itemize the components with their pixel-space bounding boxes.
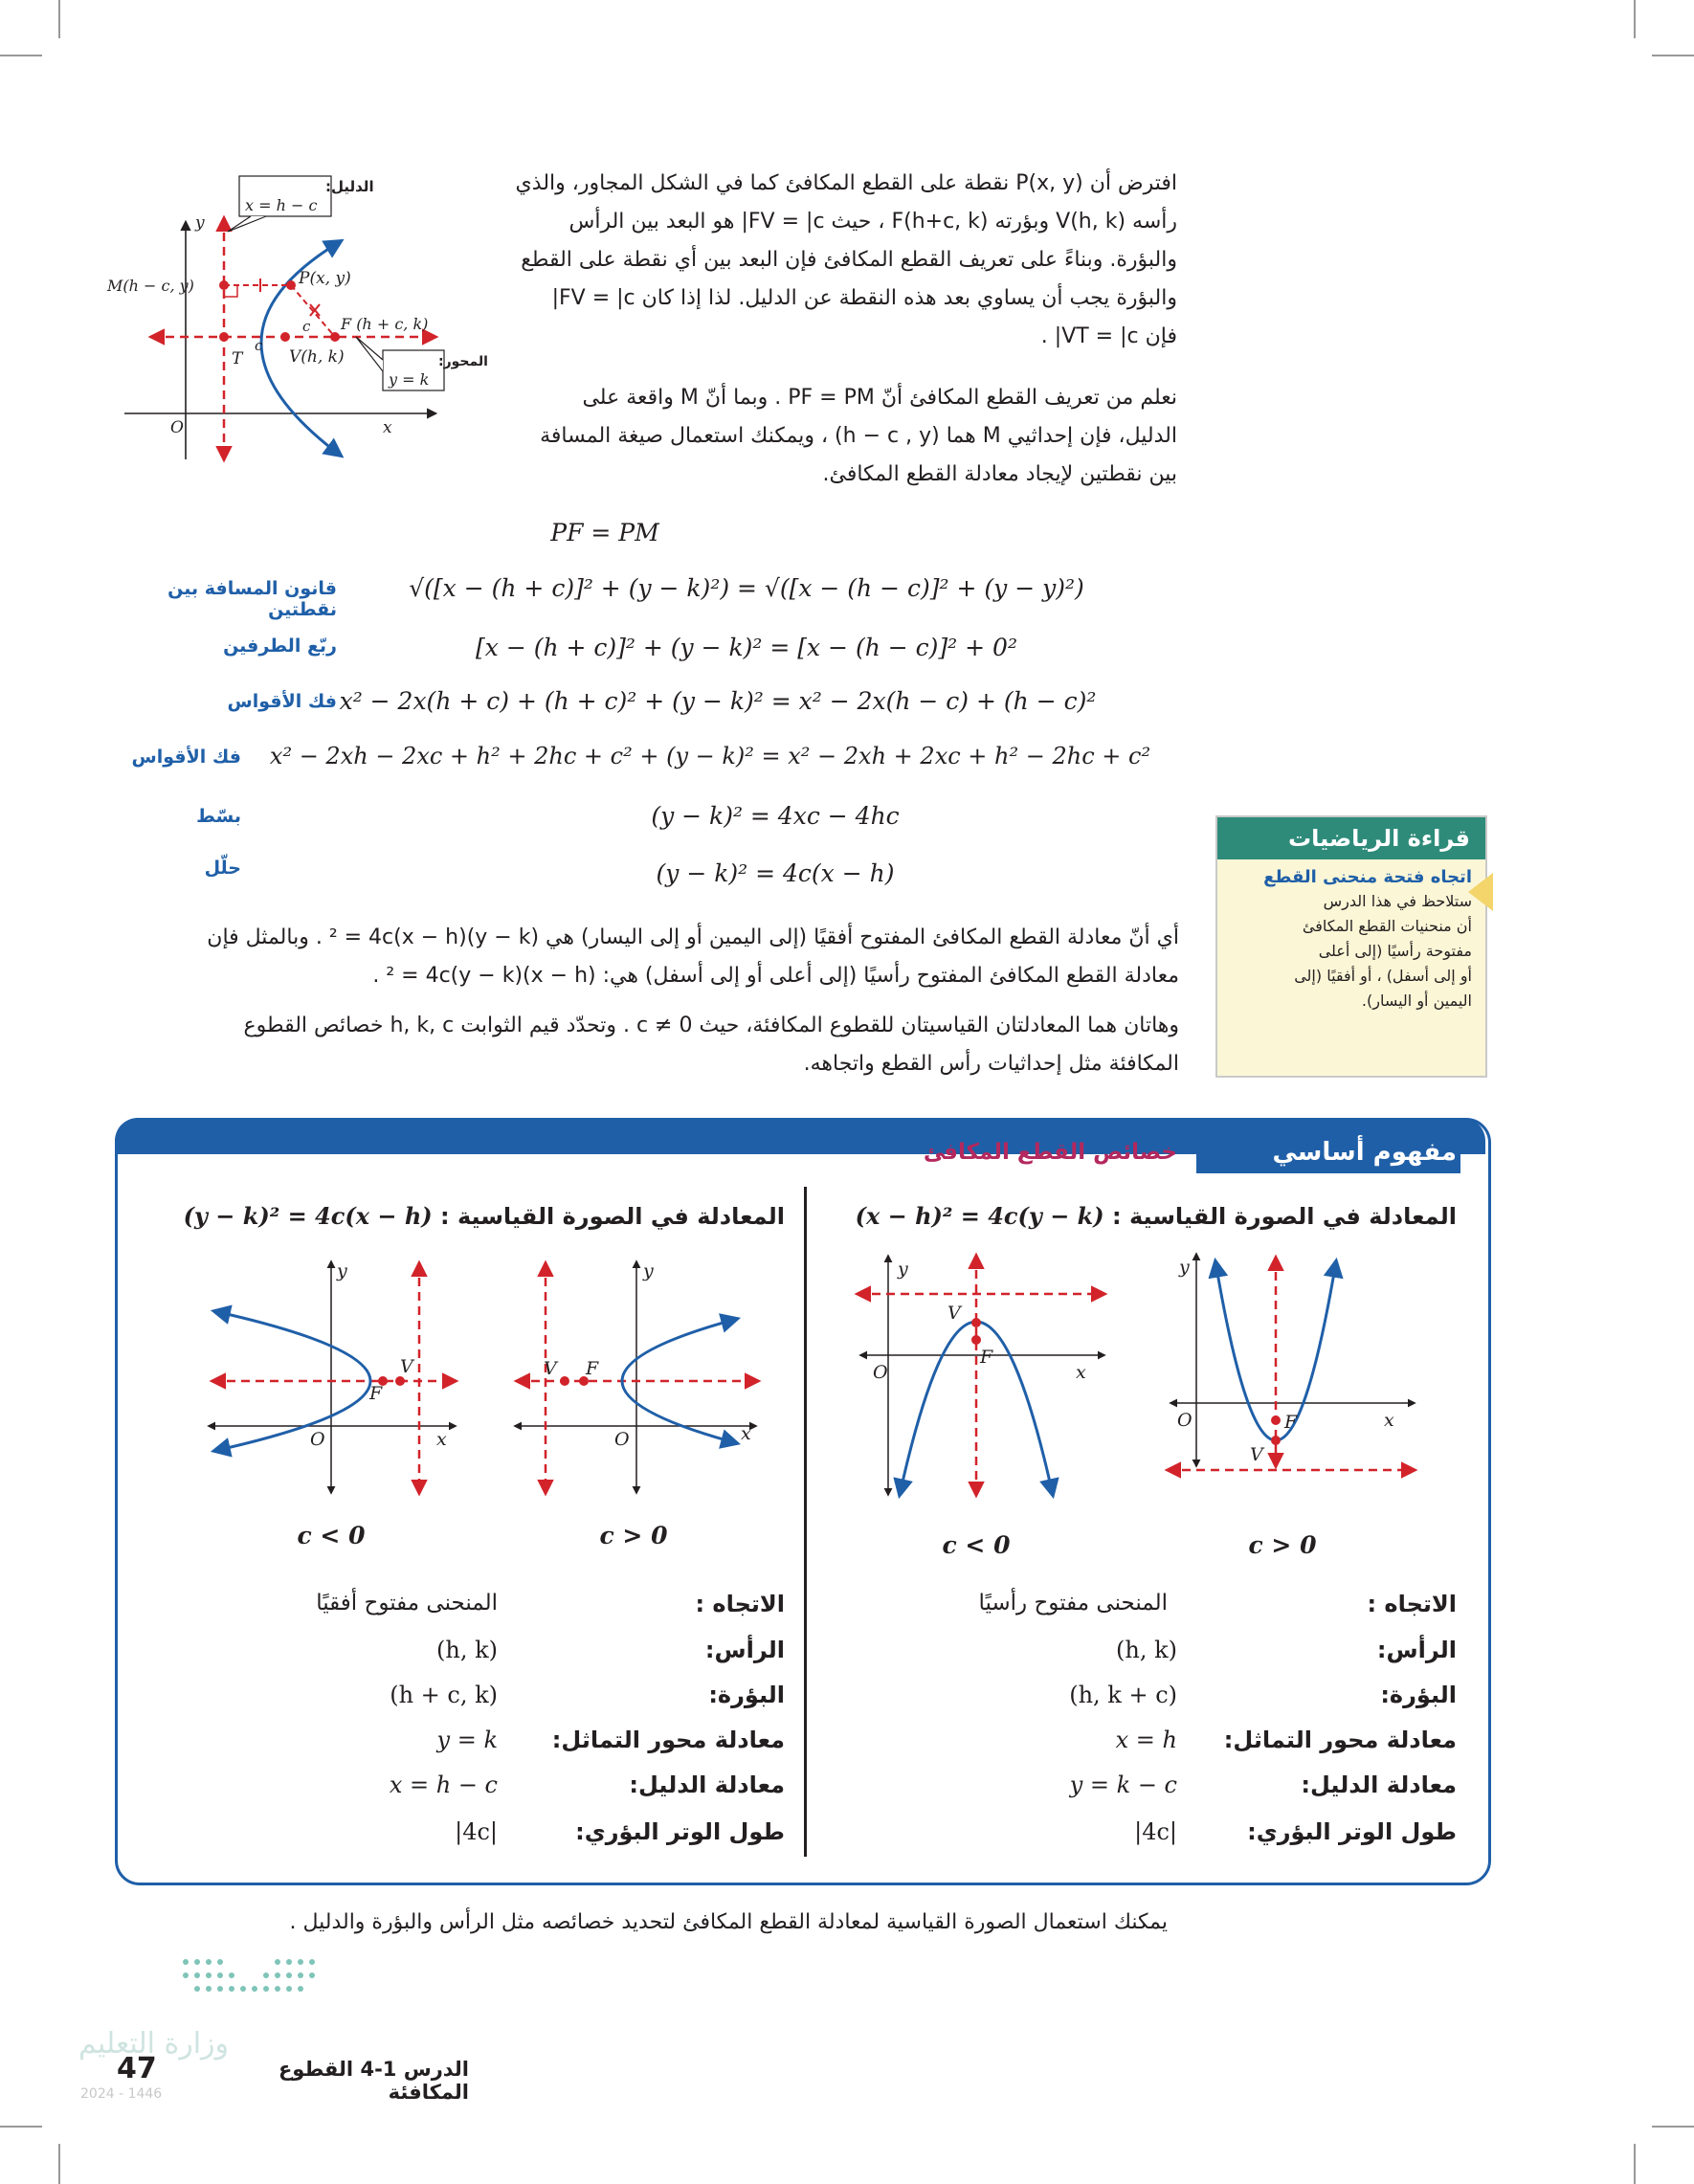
label-x: x bbox=[383, 418, 392, 437]
left-prop-label: طول الوتر البؤري: bbox=[575, 1818, 785, 1845]
page-number: 47 bbox=[117, 2052, 157, 2085]
intro-paragraph-2 bbox=[459, 379, 1177, 494]
left-prop-value: x = h − c bbox=[389, 1772, 498, 1798]
axis-eq: y = k bbox=[389, 370, 430, 389]
label-x: x bbox=[741, 1423, 751, 1444]
reading-math-box bbox=[1215, 815, 1487, 1078]
parabola-definition-figure bbox=[105, 163, 488, 479]
intro-line: والبؤرة. وبناءً على تعريف القطع المكافئ فإن البعد بين أي نقطة على القطع bbox=[521, 248, 1177, 272]
summary-line: أي أنّ معادلة القطع المكافئ المفتوح أفقيًا (إلى اليمين أو إلى اليسار) هي (y − k)² = 4c(x − h) . وبالمثل فإن bbox=[207, 925, 1179, 949]
intro-paragraph-1 bbox=[459, 165, 1177, 356]
left-prop-label: البؤرة: bbox=[708, 1682, 785, 1708]
label-x: x bbox=[1384, 1410, 1394, 1431]
derivation-note-3: فك الأقواس bbox=[227, 691, 337, 712]
point-p bbox=[286, 280, 296, 290]
reading-box-line: اليمين أو اليسار). bbox=[1361, 992, 1472, 1010]
label-v: V(h, k) bbox=[289, 347, 345, 367]
label-f: F bbox=[586, 1358, 599, 1379]
derivation-step-2: [x − (h + c)]² + (y − k)² = [x − (h − c)]² + 0² bbox=[476, 634, 1017, 661]
derivation-step-1: √([x − (h + c)]² + (y − k)²) = √([x − (h − c)]² + (y − y)²) bbox=[409, 574, 1084, 602]
label-o: O bbox=[1177, 1410, 1192, 1431]
watermark-name: وزارة التعليم bbox=[78, 2027, 230, 2061]
derivation-note-4: فك الأقواس bbox=[131, 747, 241, 768]
intro-line: افترض أن P(x, y) نقطة على القطع المكافئ كما في الشكل المجاور، والذي bbox=[515, 171, 1177, 195]
left-prop-value: المنحنى مفتوح أفقيًا bbox=[316, 1591, 498, 1616]
right-prop-value: (h, k) bbox=[1116, 1637, 1177, 1663]
reading-box-line: ستلاحظ في هذا الدرس bbox=[1323, 892, 1472, 910]
key-concept-divider bbox=[804, 1187, 807, 1857]
intro-line: والبؤرة يجب أن يساوي بعد هذه النقطة عن الدليل. لذا إذا كان FV = |c| bbox=[551, 286, 1177, 310]
reading-box-line: أو إلى أسفل) ، أو أفقيًا (إلى bbox=[1294, 967, 1472, 985]
reading-box-line: أن منحنيات القطع المكافئ bbox=[1302, 917, 1472, 935]
graph-label-vertical-down: c < 0 bbox=[942, 1531, 1011, 1559]
label-o: O bbox=[873, 1362, 888, 1383]
left-prop-value: y = k bbox=[436, 1727, 498, 1753]
right-equation: (x − h)² = 4c(y − k) bbox=[855, 1202, 1104, 1230]
right-prop-label: البؤرة: bbox=[1380, 1682, 1457, 1708]
left-standard-form bbox=[153, 1202, 785, 1230]
derivation-step-3: x² − 2x(h + c) + (h + c)² + (y − k)² = x² − 2x(h − c) + (h − c)² bbox=[339, 687, 1097, 715]
left-prop-label: معادلة محور التماثل: bbox=[551, 1727, 785, 1753]
intro-line: فإن VT = |c| . bbox=[1040, 324, 1177, 348]
ministry-logo bbox=[172, 1949, 345, 2025]
left-prop-label: الاتجاه : bbox=[695, 1591, 785, 1617]
label-v: V bbox=[544, 1358, 557, 1379]
point-t bbox=[219, 332, 229, 342]
right-prop-value: x = h bbox=[1115, 1727, 1177, 1753]
label-v: V bbox=[947, 1303, 961, 1324]
intro-line: نعلم من تعريف القطع المكافئ أنّ PF = PM . وبما أنّ M واقعة على bbox=[582, 386, 1177, 410]
reading-box-pointer bbox=[1468, 873, 1493, 911]
derivation-note-2: ربّع الطرفين bbox=[223, 635, 337, 657]
derivation-step-6: (y − k)² = 4c(x − h) bbox=[656, 859, 895, 887]
left-prop-label: الرأس: bbox=[704, 1637, 785, 1663]
label-y: y bbox=[643, 1260, 654, 1281]
right-prop-value: |4c| bbox=[1134, 1818, 1177, 1845]
label-x: x bbox=[436, 1429, 447, 1450]
label-f: F bbox=[369, 1383, 383, 1404]
label-f: F bbox=[1284, 1412, 1298, 1433]
right-prop-label: معادلة محور التماثل: bbox=[1223, 1727, 1457, 1753]
lesson-label: الدرس 1-4 bbox=[360, 2058, 469, 2081]
label-o: O bbox=[614, 1429, 630, 1450]
right-prop-label: معادلة الدليل: bbox=[1301, 1772, 1457, 1798]
intro-line: بين نقطتين لإيجاد معادلة القطع المكافئ. bbox=[822, 462, 1177, 486]
key-concept-tab: مفهوم أساسي bbox=[1196, 1131, 1460, 1173]
point-m bbox=[219, 280, 229, 290]
label-f: F bbox=[980, 1347, 993, 1368]
reading-box-body bbox=[1217, 889, 1485, 1014]
label-v: V bbox=[400, 1356, 413, 1377]
label-m: M(h − c, y) bbox=[107, 277, 194, 295]
right-prop-value: (h, k + c) bbox=[1069, 1682, 1177, 1708]
right-prop-label: طول الوتر البؤري: bbox=[1247, 1818, 1457, 1845]
left-prop-value: (h, k) bbox=[436, 1637, 498, 1663]
derivation-step-5: (y − k)² = 4xc − 4hc bbox=[651, 802, 900, 830]
right-prop-value: المنحنى مفتوح رأسيًا bbox=[978, 1591, 1168, 1616]
summary-line: المكافئة مثل إحداثيات رأس القطع واتجاهه. bbox=[803, 1052, 1179, 1076]
right-standard-form bbox=[823, 1202, 1457, 1230]
label-f: F (h + c, k) bbox=[341, 315, 429, 333]
lesson-footer bbox=[191, 2058, 469, 2104]
axis-title: المحور: bbox=[438, 354, 488, 369]
graph-label-horizontal-left: c < 0 bbox=[297, 1522, 366, 1549]
right-prop-value: y = k − c bbox=[1069, 1772, 1177, 1798]
label-o: O bbox=[310, 1429, 325, 1450]
right-prop-label: الاتجاه : bbox=[1367, 1591, 1457, 1617]
label-y: y bbox=[1179, 1257, 1190, 1278]
label-v: V bbox=[1250, 1444, 1263, 1465]
summary-line: معادلة القطع المكافئ المفتوح رأسيًا (إلى أعلى أو إلى أسفل) هي: (x − h)² = 4c(y − k) . bbox=[372, 964, 1179, 988]
graph-horizontal-left bbox=[201, 1254, 469, 1503]
label-y: y bbox=[337, 1260, 347, 1281]
label-o: O bbox=[170, 418, 184, 437]
label-x: x bbox=[1076, 1362, 1086, 1383]
directrix-eq: x = h − c bbox=[245, 196, 318, 214]
left-prop-label: معادلة الدليل: bbox=[629, 1772, 785, 1798]
point-v bbox=[280, 332, 290, 342]
graph-label-horizontal-right: c > 0 bbox=[599, 1522, 668, 1549]
label-p: P(x, y) bbox=[299, 269, 351, 288]
label-y: y bbox=[195, 213, 205, 233]
footer-note: يمكنك استعمال الصورة القياسية لمعادلة القطع المكافئ لتحديد خصائصه مثل الرأس والبؤرة والدليل . bbox=[289, 1910, 1168, 1934]
summary-paragraph-2 bbox=[172, 1007, 1179, 1083]
label-t: T bbox=[232, 349, 243, 368]
graph-vertical-down bbox=[846, 1244, 1124, 1512]
reading-box-subtitle: اتجاه فتحة منحنى القطع bbox=[1263, 867, 1472, 887]
left-equation: (y − k)² = 4c(x − h) bbox=[183, 1202, 433, 1230]
derivation-note-6: حلّل bbox=[204, 858, 241, 879]
left-heading: المعادلة في الصورة القياسية : bbox=[440, 1203, 785, 1230]
right-heading: المعادلة في الصورة القياسية : bbox=[1112, 1203, 1457, 1230]
reading-box-line: مفتوحة رأسيًا (إلى أعلى bbox=[1318, 942, 1472, 960]
graph-vertical-up bbox=[1156, 1244, 1434, 1474]
graph-label-vertical-up: c > 0 bbox=[1248, 1531, 1317, 1559]
graph-horizontal-right bbox=[507, 1254, 766, 1503]
watermark-year: 2024 - 1446 bbox=[80, 2086, 163, 2102]
derivation-step-4: x² − 2xh − 2xc + h² + 2hc + c² + (y − k)² = x² − 2xh + 2xc + h² − 2hc + c² bbox=[269, 743, 1151, 769]
label-y: y bbox=[898, 1259, 908, 1280]
directrix-title: الدليل: bbox=[325, 178, 374, 195]
label-c-1: c bbox=[302, 318, 311, 335]
summary-line: وهاتان هما المعادلتان القياسيتان للقطوع المكافئة، حيث c ≠ 0 . وتحدّد قيم الثوابت h, k, c خصائص القطوع bbox=[243, 1014, 1179, 1037]
derivation-note-5: بسّط bbox=[196, 806, 241, 827]
intro-line: رأسه V(h, k) وبؤرته F(h+c, k) ، حيث FV = |c| هو البعد بين الرأس bbox=[568, 210, 1177, 234]
left-prop-value: (h + c, k) bbox=[390, 1682, 498, 1708]
key-concept-title: خصائص القطع المكافئ bbox=[923, 1140, 1177, 1165]
derivation-step-0: PF = PM bbox=[550, 519, 659, 546]
label-c-2: c bbox=[255, 337, 263, 354]
point-f bbox=[330, 332, 340, 342]
lesson-title: القطوع المكافئة bbox=[278, 2058, 469, 2104]
left-prop-value: |4c| bbox=[455, 1818, 498, 1845]
derivation-note-1: قانون المسافة بين نقطتين bbox=[167, 578, 337, 620]
right-prop-label: الرأس: bbox=[1376, 1637, 1457, 1663]
summary-paragraph-1 bbox=[144, 919, 1179, 995]
reading-box-title: قراءة الرياضيات bbox=[1217, 817, 1485, 859]
intro-line: الدليل، فإن إحداثيي M هما (h − c , y) ، ويمكنك استعمال صيغة المسافة bbox=[540, 424, 1177, 448]
